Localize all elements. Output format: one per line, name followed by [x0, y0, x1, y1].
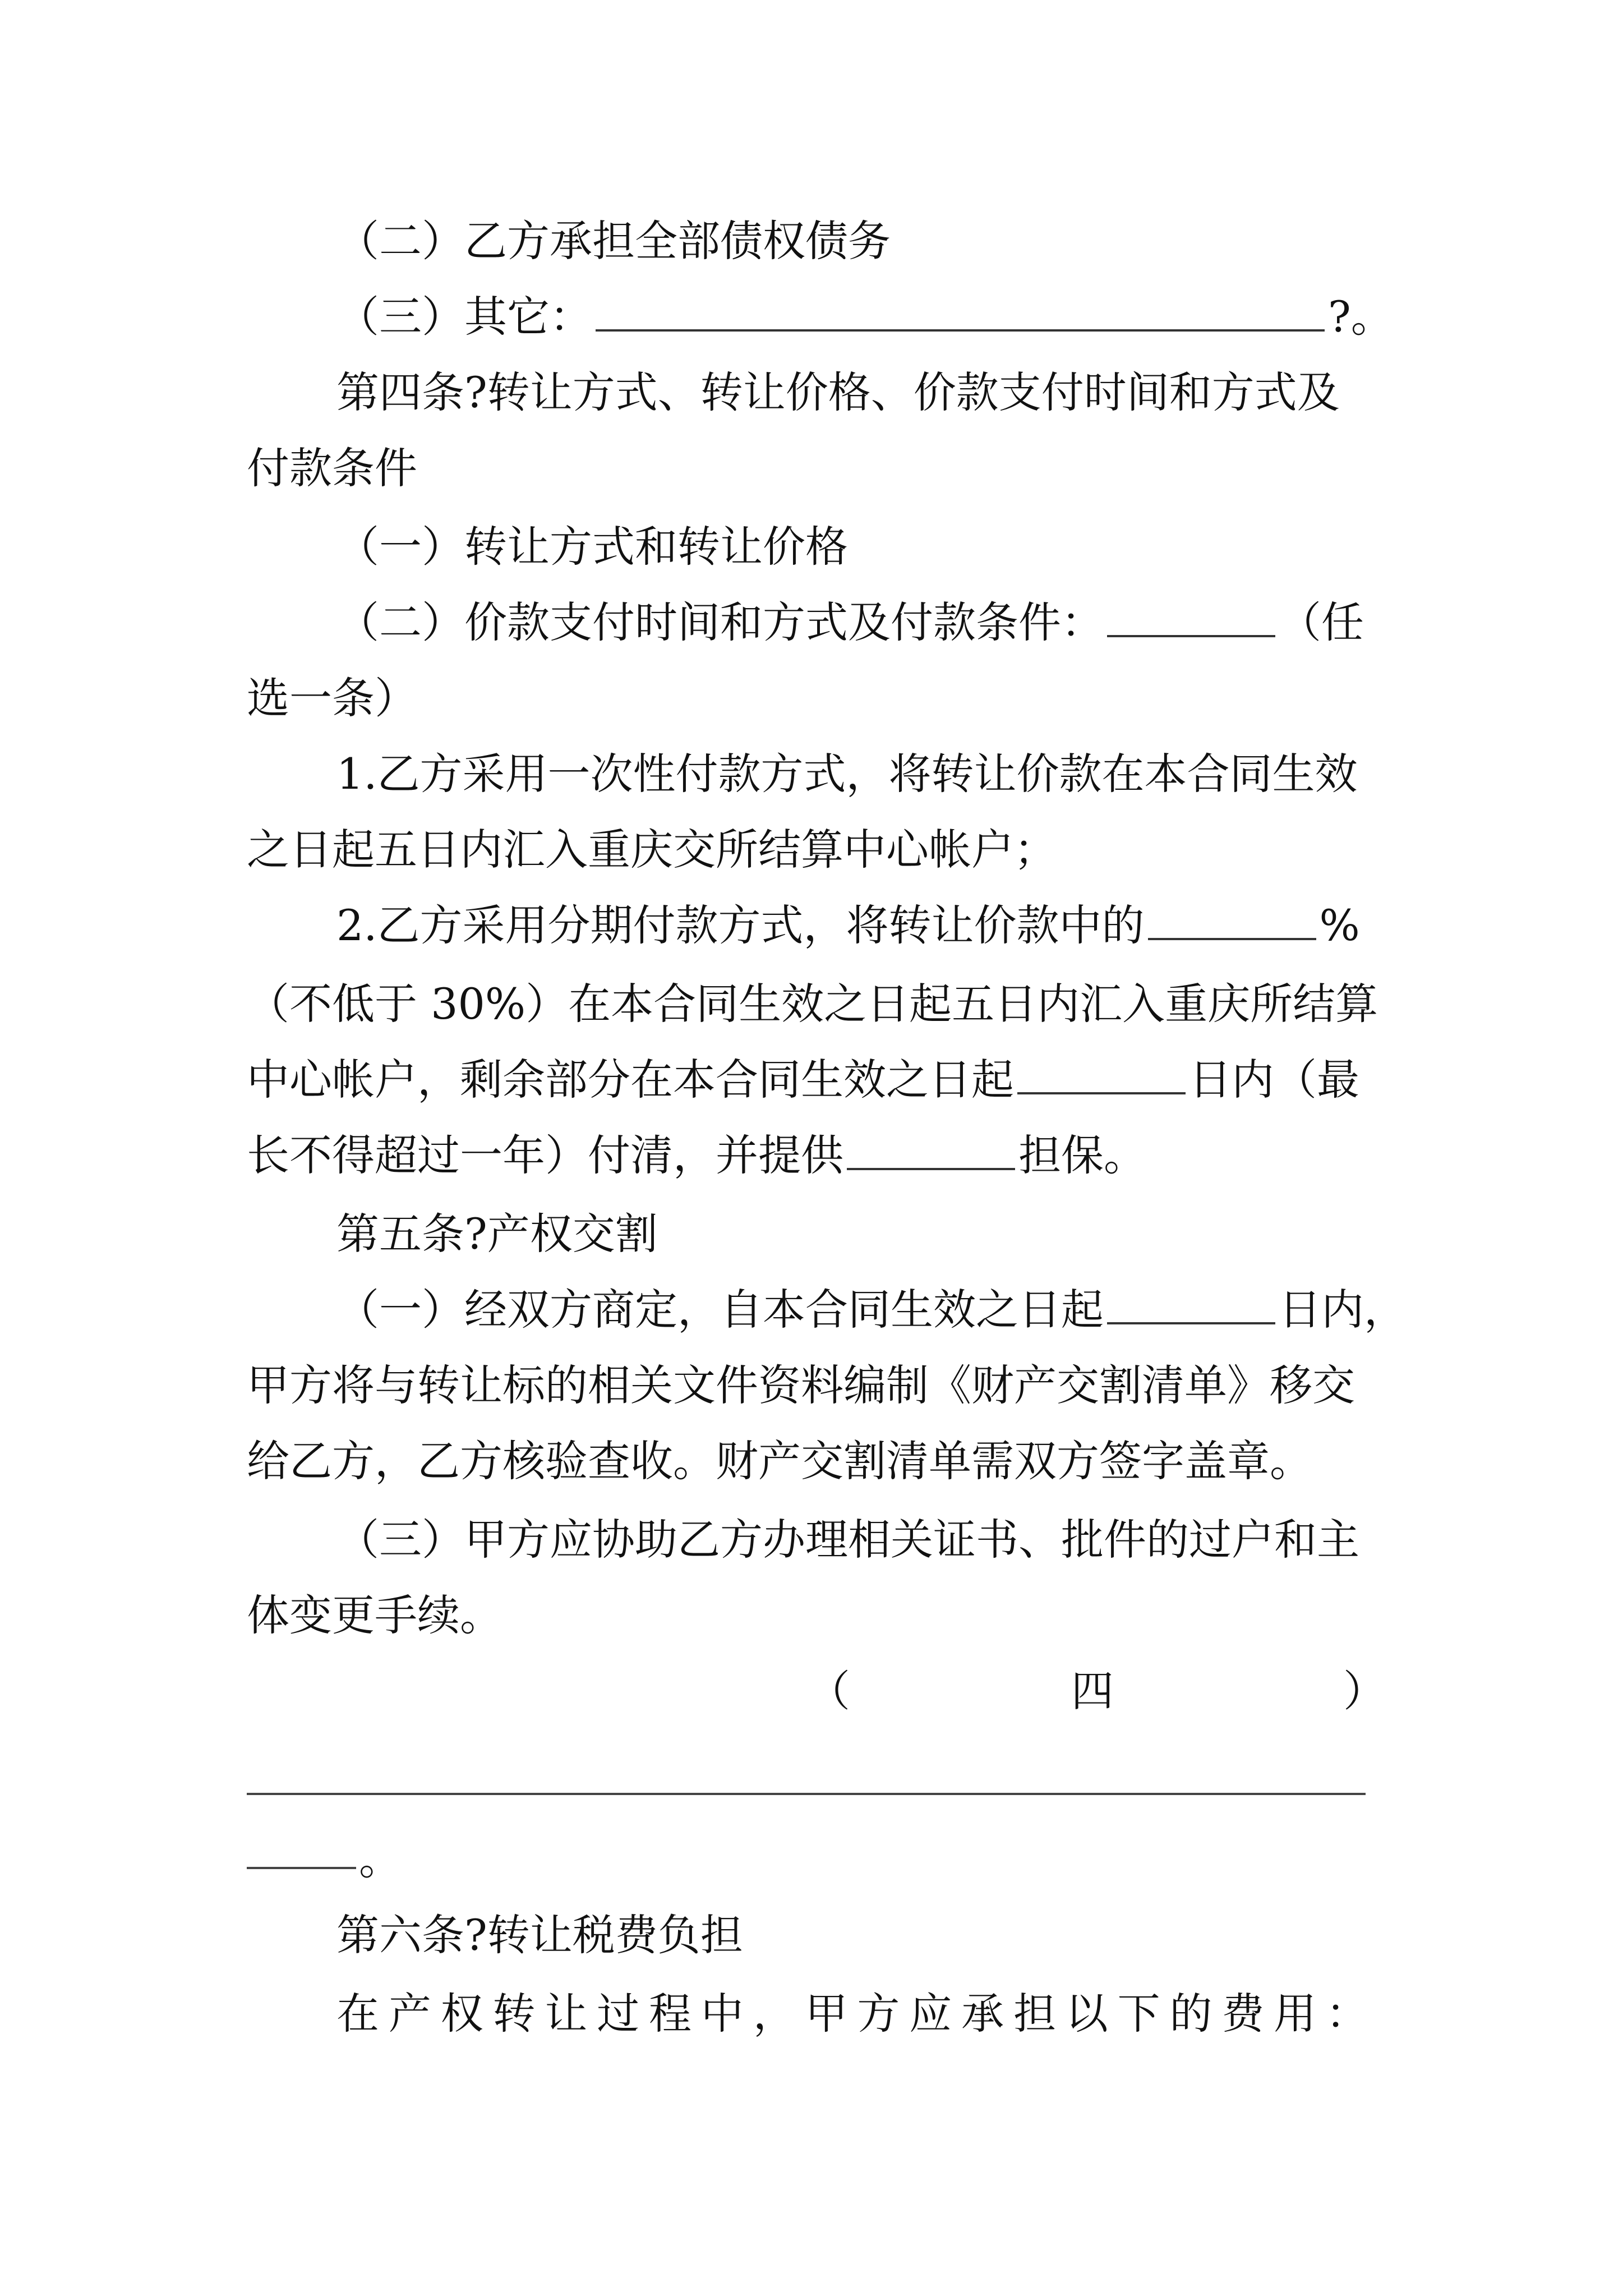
clause-5-4-open: （: [808, 1666, 850, 1716]
article-4-heading: 第四条?转让方式、转让价格、价款支付时间和方式及: [336, 367, 1340, 417]
option-1: 1.乙方采用一次性付款方式，将转让价款在本合同生效: [336, 749, 1358, 799]
article-6-body: 在产权转让过程中，甲方应承担以下的费用：: [336, 1989, 1368, 2039]
clause-5-4-blank-tail[interactable]: [247, 1867, 356, 1869]
guarantee-blank[interactable]: [847, 1129, 1015, 1170]
clause-5-4-number: 四: [1071, 1666, 1114, 1716]
option-2-cont-3: 长不得超过一年）付清，并提供 担保。: [247, 1128, 1374, 1184]
option-2: 2.乙方采用分期付款方式，将转让价款中的 %: [336, 898, 1464, 954]
percent-blank[interactable]: [1148, 899, 1316, 940]
article-4-heading-cont: 付款条件: [247, 443, 417, 493]
clause-5-1-cont: 甲方将与转让标的相关文件资料编制《财产交割清单》移交: [247, 1360, 1355, 1410]
clause-5-3: （三）甲方应协助乙方办理相关证书、批件的过户和主: [336, 1515, 1359, 1565]
clause-5-1-cont-2: 给乙方，乙方核验查收。财产交割清单需双方签字盖章。: [247, 1436, 1312, 1486]
clause-other: （三）其它： ?。: [336, 289, 1464, 345]
clause-5-4-end: 。: [359, 1834, 402, 1884]
clause-5-1: （一）经双方商定，自本合同生效之日起 日内，: [336, 1282, 1464, 1338]
clause-5-4-blank-line[interactable]: [247, 1793, 1366, 1795]
clause-4-2-cont: 选一条）: [247, 673, 417, 723]
article-6-heading: 第六条?转让税费负担: [336, 1910, 743, 1960]
option-1-cont: 之日起五日内汇入重庆交所结算中心帐户；: [247, 825, 1057, 875]
option-2-cont: （不低于 30%）在本合同生效之日起五日内汇入重庆所结算: [247, 979, 1378, 1029]
days-blank[interactable]: [1017, 1053, 1186, 1094]
other-blank[interactable]: [596, 290, 1325, 332]
payment-option-blank[interactable]: [1107, 596, 1275, 637]
handover-days-blank[interactable]: [1107, 1283, 1275, 1324]
clause-4-2: （二）价款支付时间和方式及付款条件： （任: [336, 595, 1464, 651]
clause-4-1: （一）转让方式和转让价格: [336, 522, 848, 572]
clause-5-4-close: ）: [1343, 1666, 1386, 1716]
option-2-cont-2: 中心帐户，剩余部分在本合同生效之日起 日内（最: [247, 1052, 1374, 1108]
clause-5-3-cont: 体变更手续。: [247, 1590, 502, 1640]
article-5-heading: 第五条?产权交割: [336, 1209, 658, 1259]
clause-4-2-debt: （二）乙方承担全部债权债务: [336, 216, 891, 266]
